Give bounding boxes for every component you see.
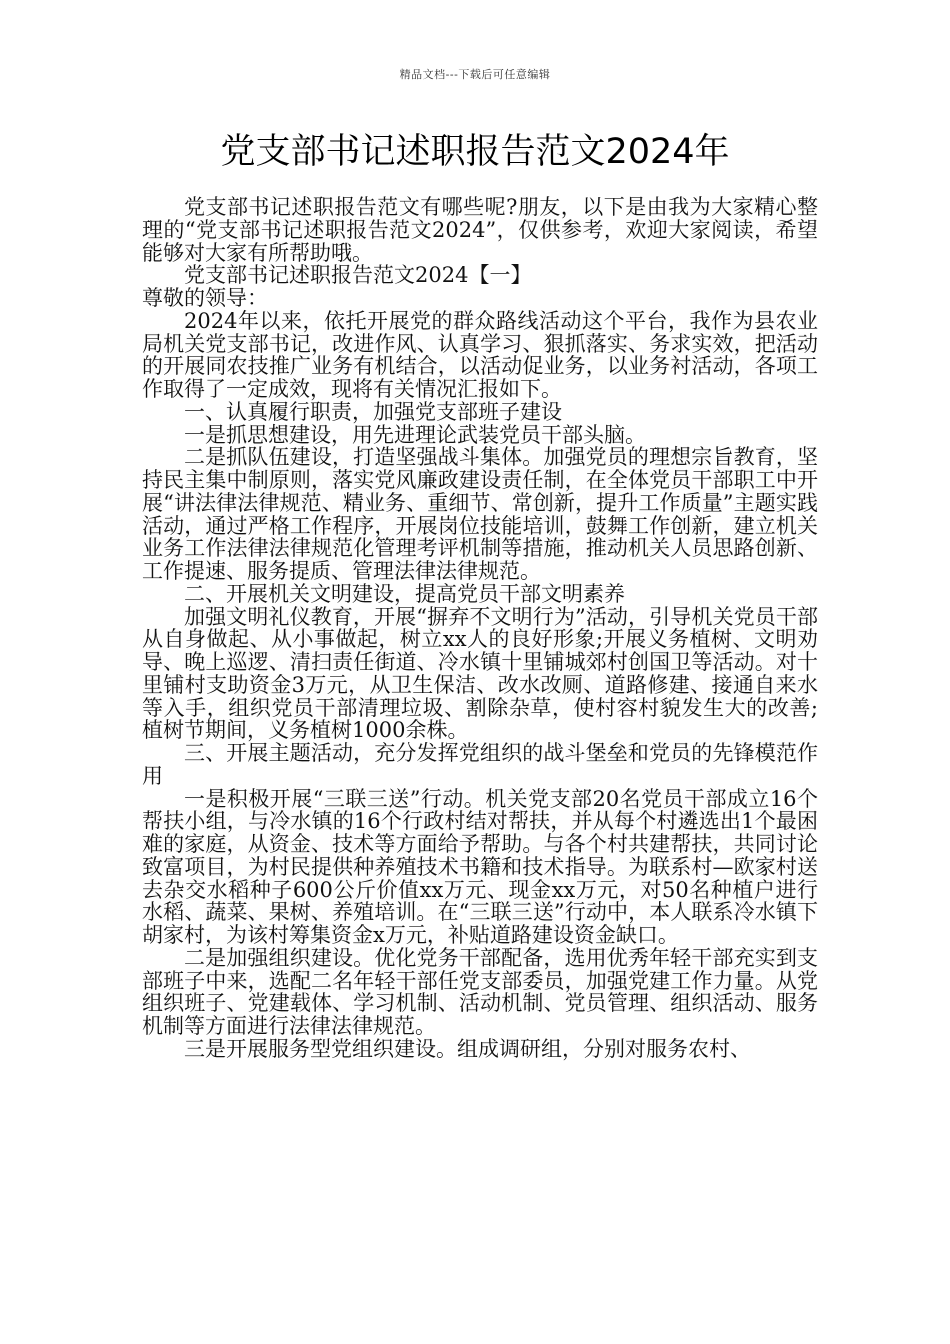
body-paragraph: 二、开展机关文明建设，提高党员干部文明素养 [184, 581, 625, 606]
document-title: 党支部书记述职报告范文2024年 [220, 132, 730, 172]
body-paragraph: 一、认真履行职责，加强党支部班子建设 [184, 399, 562, 424]
body-paragraph: 二是加强组织建设。优化党务干部配备，选用优秀年轻干部充实到支部班子中来，选配二名年轻干部任党支部委员，加强党建工作力量。从党组织班子、党建载体、学习机制、活动机制、党员管理、组织活动、服务机制等方面进行法律法律规范。 [142, 945, 818, 1038]
body-paragraph: 党支部书记述职报告范文有哪些呢?朋友，以下是由我为大家精心整理的“党支部书记述职报告范文2024”，仅供参考，欢迎大家阅读，希望能够对大家有所帮助哦。 [142, 195, 818, 265]
document-body [142, 196, 818, 1061]
body-paragraph: 一是抓思想建设，用先进理论武装党员干部头脑。 [184, 422, 646, 447]
body-paragraph: 尊敬的领导： [142, 286, 268, 310]
body-paragraph: 加强文明礼仪教育，开展“摒弃不文明行为”活动，引导机关党员干部从自身做起、从小事做起，树立xx人的良好形象;开展义务植树、文明劝导、晚上巡逻、清扫责任街道、冷水镇十里铺城郊村创国卫等活动。对十里铺村支助资金3万元，从卫生保洁、改水改厕、道路修建、接通自来水等入手，组织党员干部清理垃圾、割除杂草，使村容村貌发生大的改善;植树节期间，义务植树1000余株。 [142, 604, 818, 743]
body-paragraph: 三是开展服务型党组织建设。组成调研组，分别对服务农村、 [184, 1036, 751, 1061]
body-paragraph: 2024年以来，依托开展党的群众路线活动这个平台，我作为县农业局机关党支部书记，改进作风、认真学习、狠抓落实、务求实效，把活动的开展同农技推广业务有机结合，以活动促业务，以业务衬活动，各项工作取得了一定成效，现将有关情况汇报如下。 [142, 308, 818, 401]
body-paragraph: 二是抓队伍建设，打造坚强战斗集体。加强党员的理想宗旨教育，坚持民主集中制原则，落实党风廉政建设责任制，在全体党员干部职工中开展“讲法律法律规范、精业务、重细节、常创新，提升工作质量”主题实践活动，通过严格工作程序，开展岗位技能培训，鼓舞工作创新，建立机关业务工作法律法律规范化管理考评机制等措施，推动机关人员思路创新、工作提速、服务提质、管理法律法律规范。 [142, 445, 818, 583]
body-paragraph: 党支部书记述职报告范文2024【一】 [184, 263, 532, 288]
header-note: 精品文档---下载后可任意编辑 [399, 68, 551, 81]
body-paragraph: 三、开展主题活动，充分发挥党组织的战斗堡垒和党员的先锋模范作用 [142, 741, 818, 788]
body-paragraph: 一是积极开展“三联三送”行动。机关党支部20名党员干部成立16个帮扶小组，与冷水镇的16个行政村结对帮扶，并从每个村遴选出1个最困难的家庭，从资金、技术等方面给予帮助。与各个村共建帮扶，共同讨论致富项目，为村民提供种养殖技术书籍和技术指导。为联系村—欧家村送去杂交水稻种子600公斤价值xx万元、现金xx万元，对50名种植户进行水稻、蔬菜、果树、养殖培训。在“三联三送”行动中，本人联系冷水镇下胡家村，为该村筹集资金x万元，补贴道路建设资金缺口。 [142, 786, 818, 947]
